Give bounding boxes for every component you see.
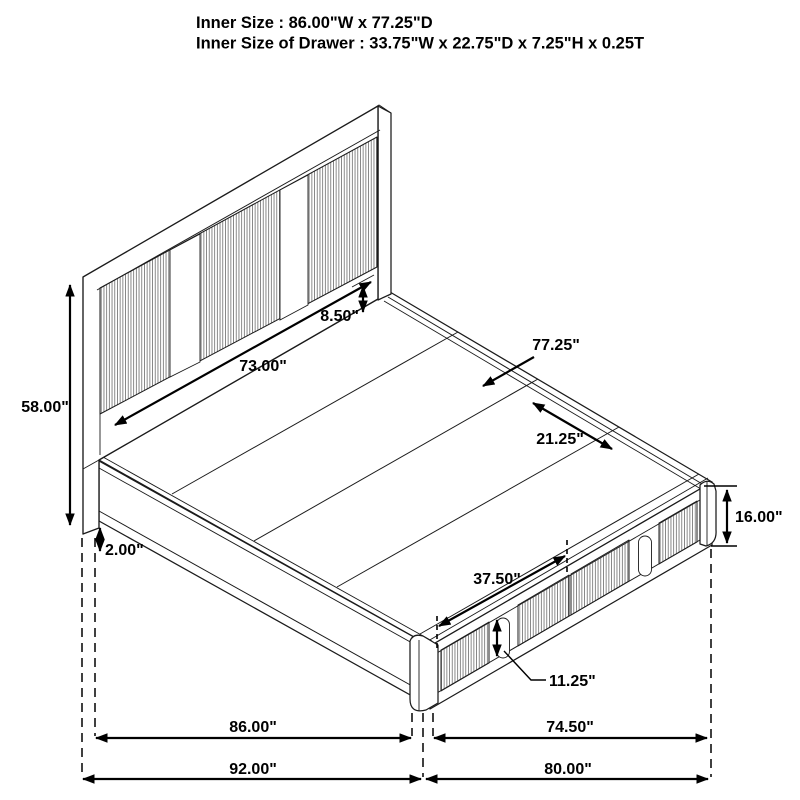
- dim-bottom-width-inner: [96, 719, 411, 738]
- dim-bottom-depth-outer: [426, 761, 708, 779]
- dim-headboard-rail-height-label: 8.50": [320, 308, 359, 325]
- header-drawer-inner-size: Inner Size of Drawer : 33.75"W x 22.75"D x 7.25"H x 0.25T: [196, 34, 645, 53]
- dim-footboard-height-label: 16.00": [735, 509, 783, 526]
- dim-slat-panel-width-label: 21.25": [536, 431, 584, 448]
- dim-bottom-depth-inner-label: 74.50": [546, 719, 594, 736]
- dim-headboard-height: [21, 285, 70, 525]
- headboard-panel-stripe-1: [170, 234, 200, 377]
- dim-headboard-panel-width-label: 73.00": [239, 358, 287, 375]
- dim-drawer-front-height-label: 11.25": [549, 673, 596, 690]
- header-inner-size: Inner Size : 86.00"W x 77.25"D: [196, 14, 433, 32]
- headboard-panel-stripe-2: [280, 175, 308, 320]
- dim-bottom-depth-outer-label: 80.00": [544, 761, 592, 778]
- dim-bottom-depth-inner: [434, 719, 707, 738]
- dim-bottom-width-outer: [83, 761, 421, 779]
- dim-drawer-front-width-label: 37.50": [473, 571, 521, 588]
- header-text: [196, 14, 644, 53]
- drawer-handle-left: [497, 618, 510, 658]
- drawer-handle-right: [639, 536, 652, 576]
- dim-headboard-height-label: 58.00": [21, 399, 69, 416]
- corner-post-near: [410, 635, 438, 711]
- dim-platform-depth-label: 77.25": [532, 337, 580, 354]
- dim-bottom-width-inner-label: 86.00": [229, 719, 277, 736]
- dim-ground-clearance-label: 2.00": [105, 542, 144, 559]
- dim-bottom-width-outer-label: 92.00": [229, 761, 277, 778]
- headboard-side-edge: [378, 106, 391, 300]
- corner-post-right: [700, 481, 716, 546]
